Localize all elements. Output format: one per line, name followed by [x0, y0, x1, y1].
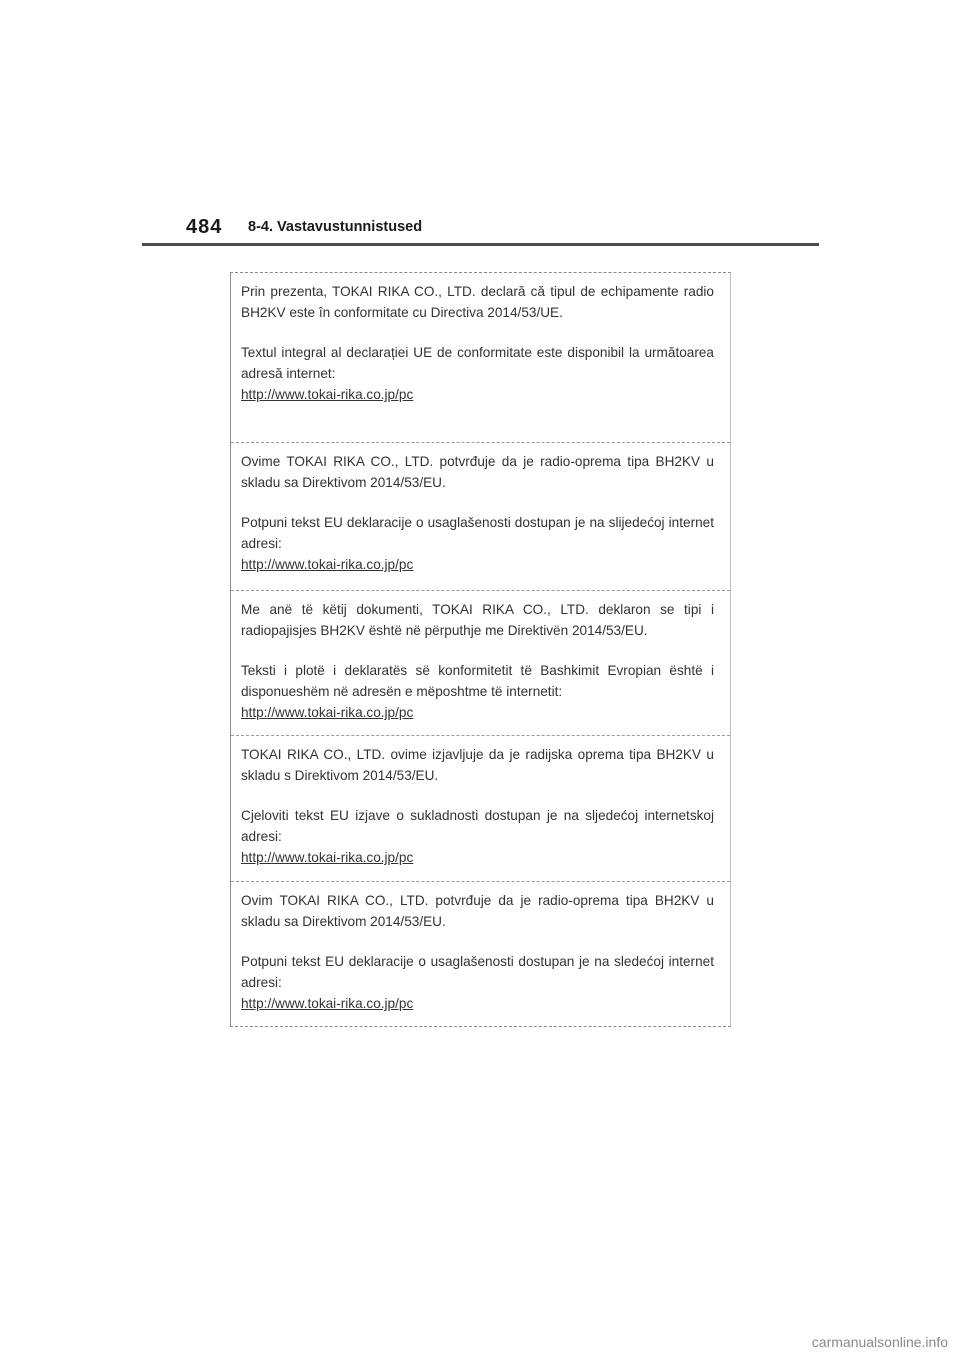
section-title: 8-4. Vastavustunnistused	[248, 219, 423, 235]
declaration-link[interactable]: http://www.tokai-rika.co.jp/pc	[241, 387, 414, 402]
declaration-link[interactable]: http://www.tokai-rika.co.jp/pc	[241, 850, 414, 865]
declaration-link[interactable]: http://www.tokai-rika.co.jp/pc	[241, 557, 414, 572]
declaration-box	[230, 272, 731, 1027]
declaration-albanian	[231, 591, 730, 736]
page-number: 484	[186, 216, 223, 238]
header-divider	[142, 243, 819, 246]
declaration-availability: Cjeloviti tekst EU izjave o sukladnosti dostupan je na sljedećoj internetskoj adresi:	[241, 808, 714, 844]
declaration-availability: Teksti i plotë i deklaratës së konformitetit të Bashkimit Evropian është i disponueshëm në adresën e mëposhtme të internetit:	[241, 663, 714, 699]
declaration-statement: Me anë të këtij dokumenti, TOKAI RIKA CO., LTD. deklaron se tipi i radiopajisjes BH2KV është në përputhje me Direktivën 2014/53/EU.	[241, 602, 714, 638]
watermark-text: carmanualsonline.info	[811, 1334, 948, 1350]
declaration-statement: TOKAI RIKA CO., LTD. ovime izjavljuje da je radijska oprema tipa BH2KV u skladu s Direktivom 2014/53/EU.	[241, 747, 714, 783]
declaration-statement: Ovim TOKAI RIKA CO., LTD. potvrđuje da je radio-oprema tipa BH2KV u skladu sa Direktivom 2014/53/EU.	[241, 893, 714, 929]
declaration-montenegrin	[231, 443, 730, 591]
declaration-link[interactable]: http://www.tokai-rika.co.jp/pc	[241, 996, 414, 1011]
declaration-link[interactable]: http://www.tokai-rika.co.jp/pc	[241, 705, 414, 720]
declaration-statement: Ovime TOKAI RIKA CO., LTD. potvrđuje da je radio-oprema tipa BH2KV u skladu sa Direktivom 2014/53/EU.	[241, 454, 714, 490]
declaration-availability: Textul integral al declarației UE de conformitate este disponibil la următoarea adresă internet:	[241, 345, 714, 381]
declaration-availability: Potpuni tekst EU deklaracije o usaglašenosti dostupan je na slijedećoj internet adresi:	[241, 515, 714, 551]
declaration-croatian	[231, 736, 730, 882]
declaration-serbian	[231, 882, 730, 1026]
declaration-romanian	[231, 273, 730, 443]
declaration-statement: Prin prezenta, TOKAI RIKA CO., LTD. declară că tipul de echipamente radio BH2KV este în conformitate cu Directiva 2014/53/UE.	[241, 284, 714, 320]
declaration-availability: Potpuni tekst EU deklaracije o usaglašenosti dostupan je na sledećoj internet adresi:	[241, 954, 714, 990]
